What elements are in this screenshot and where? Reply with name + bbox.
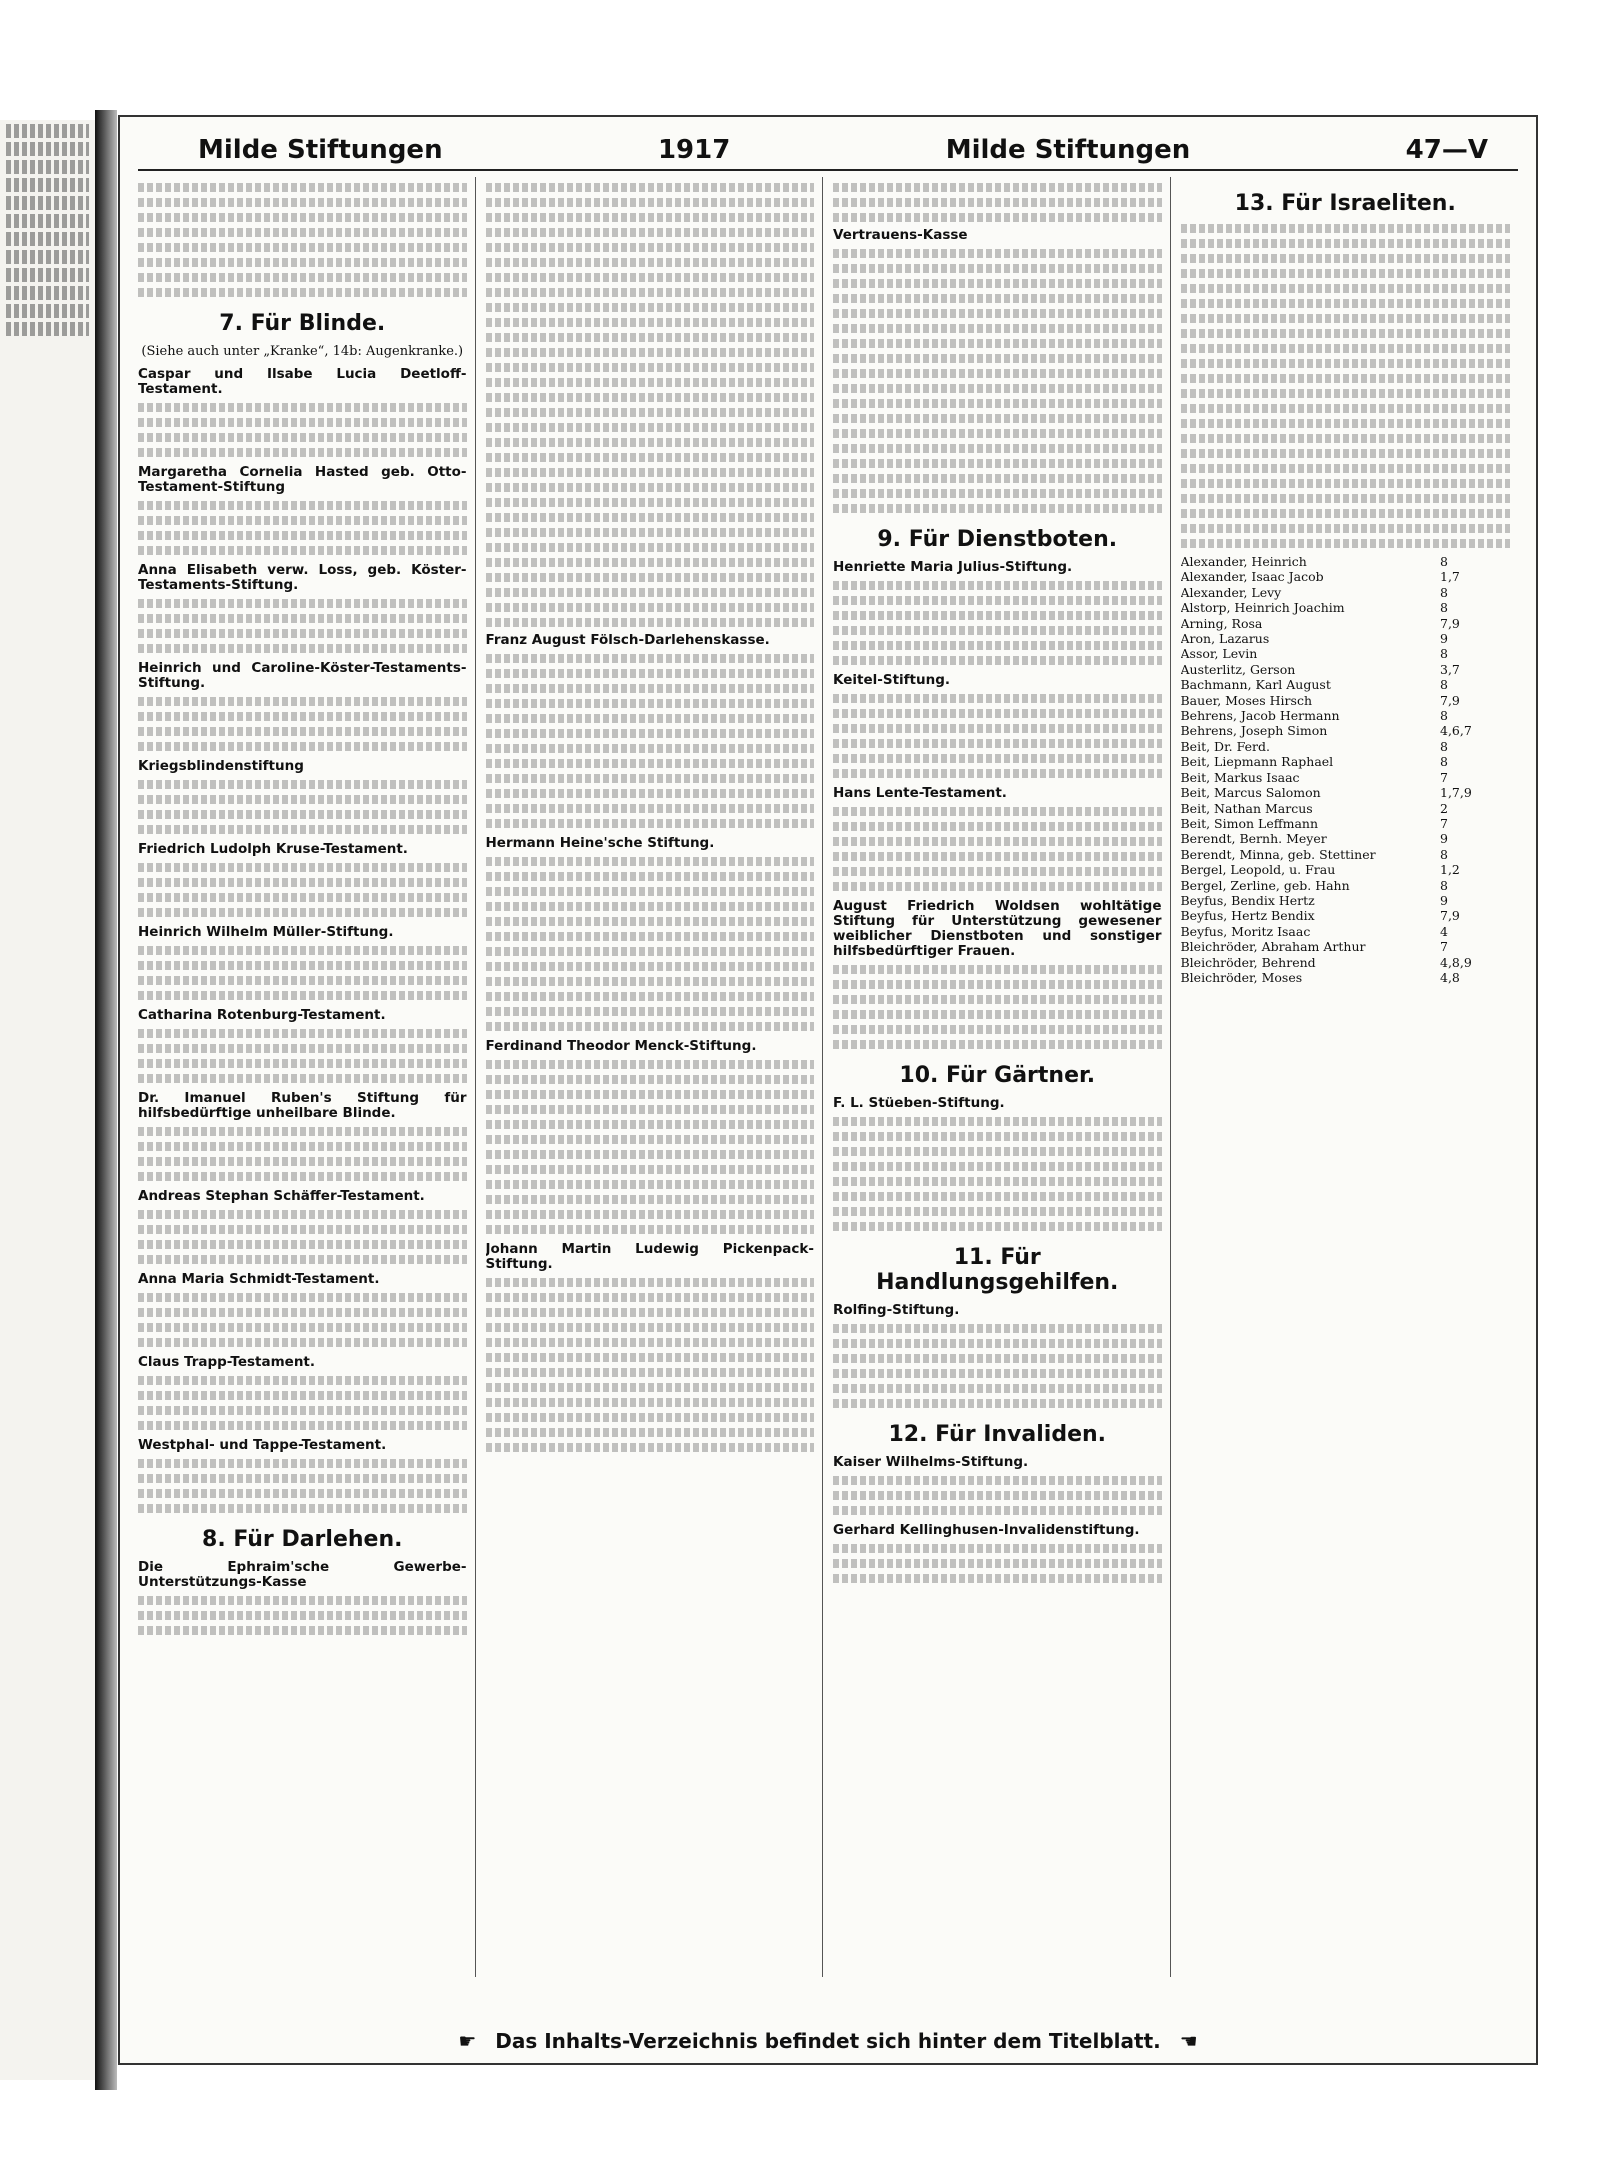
index-row bbox=[1181, 723, 1511, 738]
index-number: 3,7 bbox=[1440, 661, 1460, 677]
entry bbox=[138, 1438, 467, 1513]
index-row bbox=[1181, 816, 1511, 831]
index-name: Berendt, Minna, geb. Stettiner bbox=[1180, 846, 1376, 862]
entry-title: Franz August Fölsch-Darlehenskasse. bbox=[485, 632, 770, 648]
entry bbox=[138, 1008, 467, 1083]
index-row bbox=[1181, 878, 1511, 893]
entry-title: Dr. Imanuel Ruben's Stiftung für hilfsbedürftige unheilbare Blinde. bbox=[138, 1090, 467, 1121]
entry bbox=[138, 759, 467, 834]
index-name: Austerlitz, Gerson bbox=[1180, 661, 1296, 677]
index-row bbox=[1181, 662, 1511, 677]
entry bbox=[138, 1355, 467, 1430]
entry-title: Anna Maria Schmidt-Testament. bbox=[138, 1271, 380, 1287]
index-row bbox=[1181, 785, 1511, 800]
index-name: Beit, Liepmann Raphael bbox=[1180, 754, 1334, 770]
index-name: Behrens, Joseph Simon bbox=[1180, 723, 1328, 739]
entry bbox=[138, 465, 467, 555]
entry bbox=[833, 1303, 1162, 1408]
index-name: Bergel, Zerline, geb. Hahn bbox=[1180, 877, 1350, 893]
columns bbox=[138, 177, 1518, 1977]
index-number: 7 bbox=[1440, 769, 1448, 785]
index-row bbox=[1181, 801, 1511, 816]
entry-title: Anna Elisabeth verw. Loss, geb. Köster-Testaments-Stiftung. bbox=[138, 562, 467, 593]
entry-title: Ferdinand Theodor Menck-Stiftung. bbox=[485, 1038, 757, 1054]
entry-title: Henriette Maria Julius-Stiftung. bbox=[833, 559, 1073, 575]
page bbox=[118, 115, 1538, 2065]
entry bbox=[486, 1039, 815, 1234]
index-number: 4,8,9 bbox=[1440, 954, 1472, 970]
index-name: Berendt, Bernh. Meyer bbox=[1180, 831, 1327, 847]
entry-title: Keitel-Stiftung. bbox=[833, 672, 950, 688]
index-name: Beit, Marcus Salomon bbox=[1180, 785, 1321, 801]
header-left-title: Milde Stiftungen bbox=[198, 135, 443, 165]
index-number: 1,7,9 bbox=[1440, 785, 1472, 801]
index-number: 8 bbox=[1440, 584, 1448, 600]
entry bbox=[833, 1523, 1162, 1583]
index-row bbox=[1181, 939, 1511, 954]
entry bbox=[486, 836, 815, 1031]
index-number: 8 bbox=[1440, 877, 1448, 893]
entry bbox=[138, 661, 467, 751]
index-row bbox=[1181, 893, 1511, 908]
entry bbox=[833, 228, 1162, 513]
section-heading: 9. Für Dienstboten. bbox=[877, 527, 1118, 552]
index-name: Alexander, Isaac Jacob bbox=[1180, 569, 1324, 585]
header-right-title: Milde Stiftungen bbox=[945, 135, 1191, 165]
index-name: Beyfus, Hertz Bendix bbox=[1180, 908, 1315, 924]
entry-title: Caspar und Ilsabe Lucia Deetloff-Testament. bbox=[138, 366, 467, 397]
entry bbox=[833, 786, 1162, 891]
index-number: 8 bbox=[1440, 708, 1448, 724]
index-row bbox=[1181, 770, 1511, 785]
index-name: Alexander, Levy bbox=[1180, 584, 1282, 600]
pointing-hand-icon: ☛ bbox=[458, 2029, 477, 2053]
index-name: Beyfus, Moritz Isaac bbox=[1180, 923, 1311, 939]
entry bbox=[833, 899, 1162, 1049]
entry bbox=[486, 1242, 815, 1452]
entry bbox=[486, 633, 815, 828]
index-number: 7,9 bbox=[1440, 615, 1460, 631]
entry bbox=[138, 1272, 467, 1347]
index-name: Bergel, Leopold, u. Frau bbox=[1180, 862, 1336, 878]
index-row bbox=[1181, 831, 1511, 846]
section-heading: 12. Für Invaliden. bbox=[888, 1422, 1107, 1447]
section-note: (Siehe auch unter „Kranke“, 14b: Augenkranke.) bbox=[141, 344, 464, 359]
section-heading: 10. Für Gärtner. bbox=[899, 1063, 1096, 1088]
pointing-hand-icon: ☚ bbox=[1179, 2029, 1198, 2053]
index-row bbox=[1181, 616, 1511, 631]
index-number: 9 bbox=[1440, 831, 1448, 847]
entry-title: August Friedrich Woldsen wohltätige Stiftung für Unterstützung gewesener weiblicher Dienstboten und sonstiger hilfsbedürftiger Frauen. bbox=[833, 898, 1162, 959]
entry bbox=[833, 1096, 1162, 1231]
index-row bbox=[1181, 708, 1511, 723]
index-number: 4 bbox=[1440, 923, 1448, 939]
entry-title: Friedrich Ludolph Kruse-Testament. bbox=[138, 841, 408, 857]
index-number: 8 bbox=[1440, 738, 1448, 754]
book-gutter bbox=[95, 110, 117, 2090]
index-number: 8 bbox=[1440, 600, 1448, 616]
column-4 bbox=[1181, 177, 1519, 1977]
entry-title: Hans Lente-Testament. bbox=[833, 785, 1007, 801]
adjacent-page-edge bbox=[0, 120, 98, 2080]
index-number: 1,2 bbox=[1440, 862, 1460, 878]
index-name: Beit, Simon Leffmann bbox=[1180, 815, 1318, 831]
index-row bbox=[1181, 862, 1511, 877]
index-name: Aron, Lazarus bbox=[1180, 631, 1270, 647]
index-row bbox=[1181, 631, 1511, 646]
page-number: 47—V bbox=[1405, 135, 1488, 165]
entry-title: Heinrich Wilhelm Müller-Stiftung. bbox=[138, 924, 394, 940]
index-name: Beit, Nathan Marcus bbox=[1180, 800, 1313, 816]
index-row bbox=[1181, 739, 1511, 754]
index-row bbox=[1181, 970, 1511, 985]
index-row bbox=[1181, 585, 1511, 600]
entry bbox=[138, 842, 467, 917]
index-name: Bleichröder, Abraham Arthur bbox=[1180, 939, 1366, 955]
index-number: 7 bbox=[1440, 939, 1448, 955]
index-name: Alexander, Heinrich bbox=[1180, 554, 1307, 569]
entry bbox=[833, 560, 1162, 665]
index-number: 2 bbox=[1440, 800, 1448, 816]
index-name: Bauer, Moses Hirsch bbox=[1180, 692, 1313, 708]
section-heading: 13. Für Israeliten. bbox=[1234, 191, 1456, 216]
section-heading: 8. Für Darlehen. bbox=[202, 1527, 403, 1552]
index-row bbox=[1181, 693, 1511, 708]
index-number: 4,6,7 bbox=[1440, 723, 1472, 739]
index-name: Behrens, Jacob Hermann bbox=[1180, 708, 1340, 724]
index-number: 1,7 bbox=[1440, 569, 1460, 585]
entry-title: F. L. Stüeben-Stiftung. bbox=[833, 1095, 1005, 1111]
running-header bbox=[138, 135, 1518, 171]
index-row bbox=[1181, 955, 1511, 970]
column-1 bbox=[138, 177, 476, 1977]
index-row bbox=[1181, 600, 1511, 615]
index-row bbox=[1181, 646, 1511, 661]
column-2 bbox=[486, 177, 824, 1977]
entry bbox=[138, 367, 467, 457]
index-number: 4,8 bbox=[1440, 969, 1460, 985]
index-name: Assor, Levin bbox=[1180, 646, 1258, 662]
index-number: 8 bbox=[1440, 646, 1448, 662]
footer-banner-text: Das Inhalts-Verzeichnis befindet sich hinter dem Titelblatt. bbox=[495, 2029, 1161, 2053]
index-name: Beit, Markus Isaac bbox=[1180, 769, 1300, 785]
index-row bbox=[1181, 554, 1511, 569]
entry bbox=[138, 1189, 467, 1264]
index-number: 8 bbox=[1440, 846, 1448, 862]
index-number: 7 bbox=[1440, 815, 1448, 831]
entry-title: Gerhard Kellinghusen-Invalidenstiftung. bbox=[833, 1522, 1140, 1538]
entry-title: Kaiser Wilhelms-Stiftung. bbox=[833, 1454, 1029, 1470]
footer-banner bbox=[120, 2029, 1536, 2053]
index-number: 8 bbox=[1440, 554, 1448, 569]
index-number: 7,9 bbox=[1440, 692, 1460, 708]
index-row bbox=[1181, 908, 1511, 923]
entry-title: Kriegsblindenstiftung bbox=[138, 758, 304, 774]
index-row bbox=[1181, 754, 1511, 769]
entry-title: Rolfing-Stiftung. bbox=[833, 1302, 960, 1318]
section-heading: 11. Für Handlungsgehilfen. bbox=[876, 1245, 1119, 1295]
entry-title: Johann Martin Ludewig Pickenpack-Stiftung. bbox=[485, 1241, 814, 1272]
index-row bbox=[1181, 847, 1511, 862]
index-number: 8 bbox=[1440, 754, 1448, 770]
entry bbox=[138, 1091, 467, 1181]
index-number: 7,9 bbox=[1440, 908, 1460, 924]
entry bbox=[138, 1560, 467, 1635]
entry-title: Catharina Rotenburg-Testament. bbox=[138, 1007, 386, 1023]
entry-title: Claus Trapp-Testament. bbox=[138, 1354, 316, 1370]
entry-title: Heinrich und Caroline-Köster-Testaments-Stiftung. bbox=[138, 660, 467, 691]
index-name: Arning, Rosa bbox=[1180, 615, 1263, 631]
entry-title: Andreas Stephan Schäffer-Testament. bbox=[138, 1188, 425, 1204]
index-number: 8 bbox=[1440, 677, 1448, 693]
index-number: 9 bbox=[1440, 892, 1448, 908]
entry-title: Margaretha Cornelia Hasted geb. Otto-Testament-Stiftung bbox=[138, 464, 467, 495]
index-name: Bachmann, Karl August bbox=[1180, 677, 1331, 693]
index-row bbox=[1181, 569, 1511, 584]
index-name: Bleichröder, Behrend bbox=[1180, 954, 1316, 970]
index-name: Beyfus, Bendix Hertz bbox=[1180, 892, 1315, 908]
entry bbox=[833, 1455, 1162, 1515]
entry-title: Hermann Heine'sche Stiftung. bbox=[485, 835, 715, 851]
entry bbox=[138, 925, 467, 1000]
entry-title: Westphal- und Tappe-Testament. bbox=[138, 1437, 387, 1453]
index-name: Bleichröder, Moses bbox=[1180, 969, 1303, 985]
column-3 bbox=[833, 177, 1171, 1977]
entry bbox=[833, 673, 1162, 778]
header-year: 1917 bbox=[657, 135, 731, 165]
index-row bbox=[1181, 924, 1511, 939]
section-heading: 7. Für Blinde. bbox=[219, 311, 386, 336]
index-name: Beit, Dr. Ferd. bbox=[1180, 738, 1270, 754]
entry-title: Vertrauens-Kasse bbox=[833, 227, 968, 243]
index-name: Alstorp, Heinrich Joachim bbox=[1180, 600, 1345, 616]
index-row bbox=[1181, 677, 1511, 692]
entry bbox=[138, 563, 467, 653]
index-number: 9 bbox=[1440, 631, 1448, 647]
entry-title: Die Ephraim'sche Gewerbe-Unterstützungs-Kasse bbox=[138, 1559, 467, 1590]
